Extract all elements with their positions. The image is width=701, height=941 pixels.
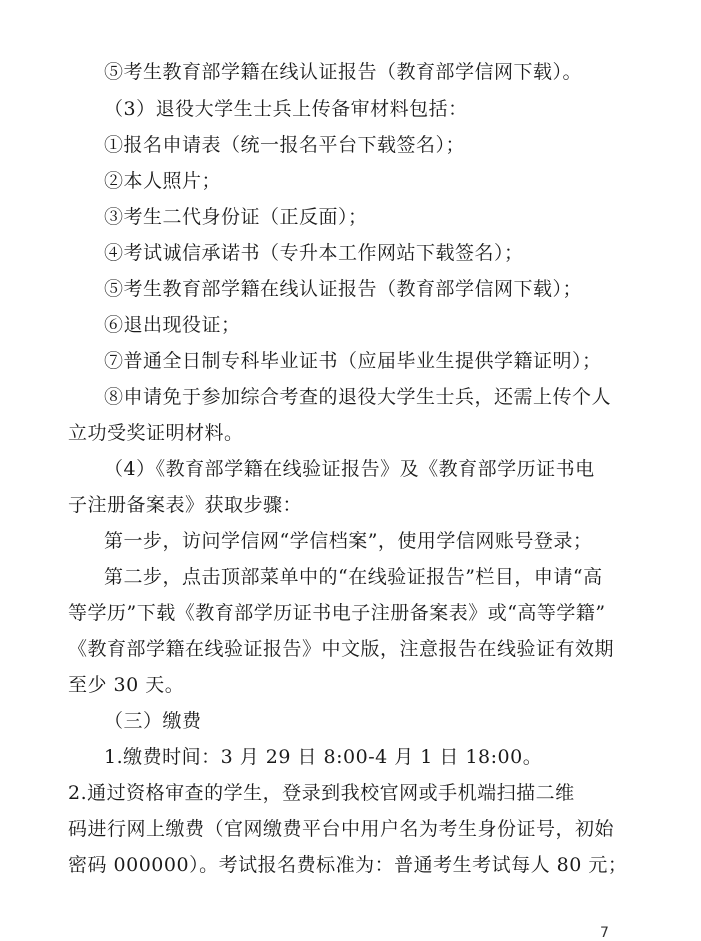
list-item-continuation: 立功受奖证明材料。 [68,422,244,444]
list-item: ①报名申请表（统一报名平台下载签名）； [104,134,466,156]
payment-time: 1.缴费时间：3 月 29 日 8:00-4 月 1 日 18:00。 [104,746,543,768]
text-line-continuation: 《教育部学籍在线验证报告》中文版，注意报告在线验证有效期 [68,638,615,660]
section-heading-3: （3）退役大学生士兵上传备审材料包括： [104,98,468,120]
step-one: 第一步，访问学信网“学信档案”，使用学信网账号登录； [104,530,593,552]
list-item: ⑦普通全日制专科毕业证书（应届毕业生提供学籍证明）； [104,350,602,372]
step-two: 第二步，点击顶部菜单中的“在线验证报告”栏目，申请“高 [104,566,603,588]
page-number: 7 [600,925,609,941]
text-line-continuation: 至少 30 天。 [68,674,185,696]
list-item: ③考生二代身份证（正反面）； [104,206,368,228]
list-item: ②本人照片； [104,170,222,192]
list-item: ⑧申请免于参加综合考查的退役大学生士兵，还需上传个人 [104,386,612,408]
text-line-continuation: 码进行网上缴费（官网缴费平台中用户名为考生身份证号，初始 [68,818,615,840]
section-heading-4: （4）《教育部学籍在线验证报告》及《教育部学历证书电 [104,458,595,480]
text-line-continuation: 等学历”下载《教育部学历证书电子注册备案表》或“高等学籍” [68,602,606,624]
list-item: ④考试诚信承诺书（专升本工作网站下载签名）； [104,242,524,264]
section-heading-payment: （三）缴费 [104,710,202,732]
text-line-continuation: 子注册备案表》获取步骤： [68,494,303,516]
list-item: ⑤考生教育部学籍在线认证报告（教育部学信网下载）； [104,278,583,300]
payment-instructions: 2.通过资格审查的学生，登录到我校官网或手机端扫描二维 [68,782,575,804]
list-item: ⑥退出现役证； [104,314,241,336]
text-line: ⑤考生教育部学籍在线认证报告（教育部学信网下载）。 [104,61,583,83]
text-line-continuation: 密码 000000）。考试报名费标准为：普通考生考试每人 80 元； [68,854,628,876]
